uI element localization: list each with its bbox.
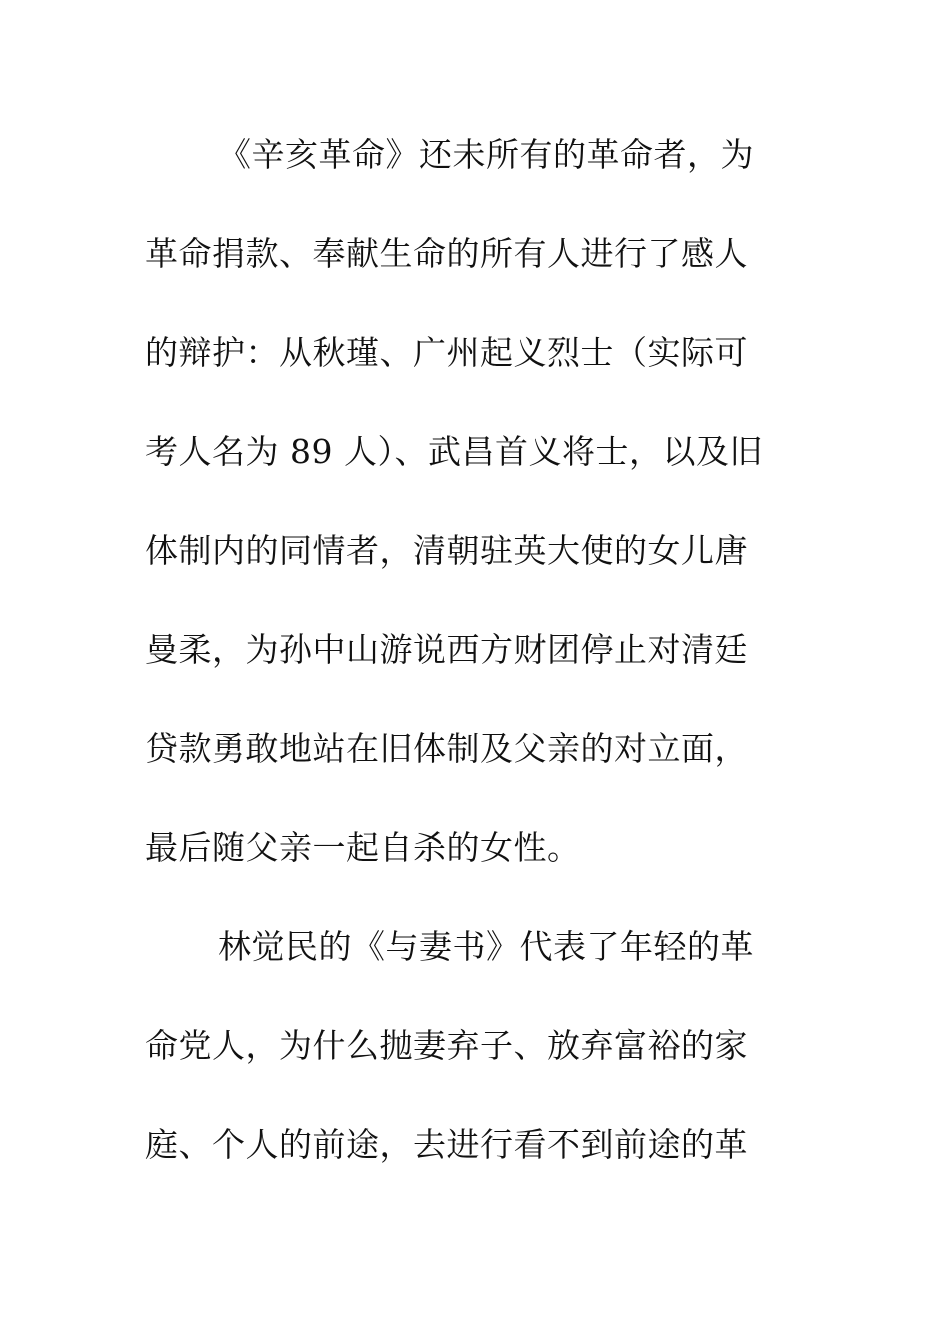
text-line: 庭、个人的前途，去进行看不到前途的革 (145, 1125, 748, 1164)
text-line: 命党人，为什么抛妻弃子、放弃富裕的家 (145, 1026, 748, 1065)
text-line: 革命捐款、奉献生命的所有人进行了感人 (145, 234, 748, 273)
paragraph-2 (145, 917, 805, 1214)
text-line: 林觉民的《与妻书》代表了年轻的革 (218, 927, 754, 966)
text-line: 考人名为 89 人）、武昌首义将士，以及旧 (145, 432, 763, 471)
text-line: 的辩护：从秋瑾、广州起义烈士（实际可 (145, 333, 748, 372)
text-line: 体制内的同情者，清朝驻英大使的女儿唐 (145, 531, 748, 570)
text-line: 《辛亥革命》还未所有的革命者，为 (218, 135, 754, 174)
text-line: 贷款勇敢地站在旧体制及父亲的对立面， (145, 729, 748, 768)
text-line: 曼柔，为孙中山游说西方财团停止对清廷 (145, 630, 748, 669)
paragraph-1 (145, 125, 805, 917)
body-text (145, 125, 805, 1214)
text-line: 最后随父亲一起自杀的女性。 (145, 828, 581, 867)
